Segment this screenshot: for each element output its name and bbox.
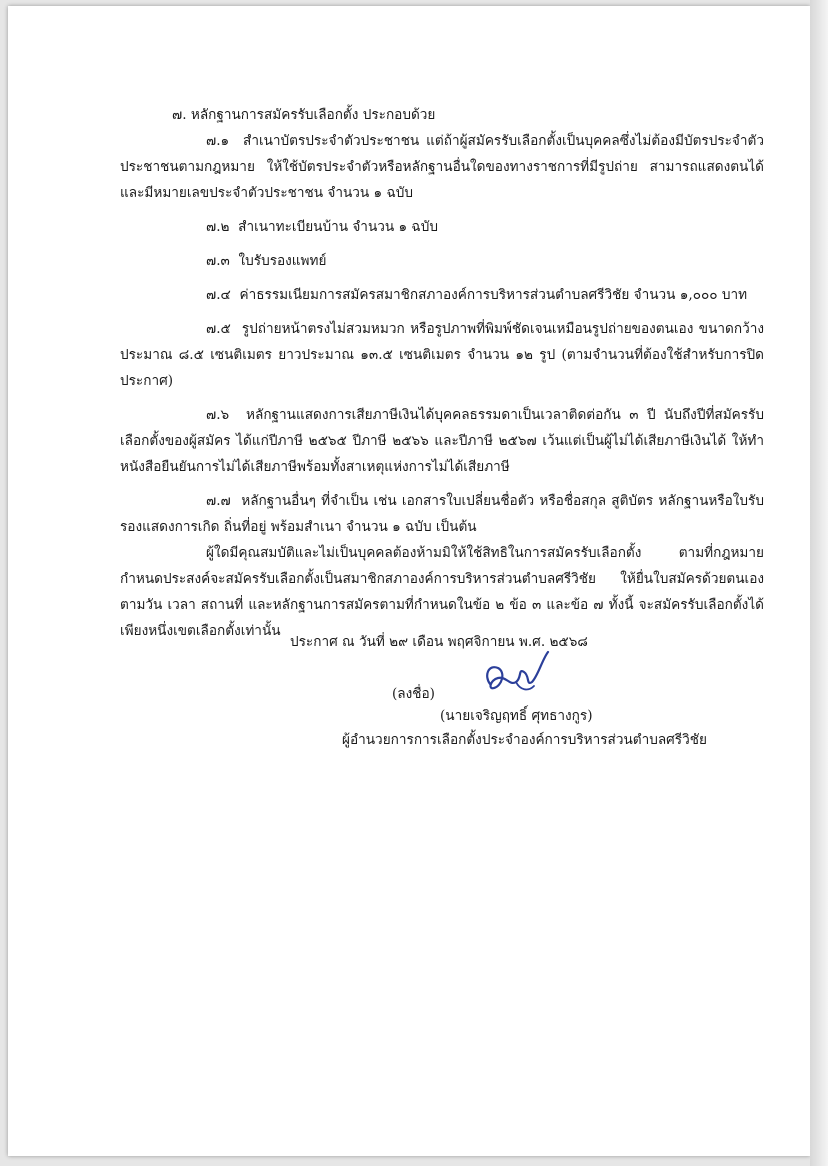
- item-7-2: [120, 214, 764, 240]
- document-page: [8, 6, 810, 1156]
- document-body: [120, 102, 764, 644]
- signer-name: (นายเจริญฤทธิ์ ศุทธางกูร): [440, 708, 593, 724]
- item-text: ใบรับรองแพทย์: [238, 253, 327, 269]
- item-text: หลักฐานอื่นๆ ที่จำเป็น เช่น เอกสารใบเปลี่ยนชื่อตัว หรือชื่อสกุล สูติบัตร หลักฐานหรือใบรับรองแสดงการเกิด ถิ่นที่อยู่ พร้อมสำเนา จำนวน ๑ ฉบับ เป็นต้น: [120, 493, 764, 535]
- item-7-5: [120, 316, 764, 394]
- item-number: ๗.๕: [206, 321, 231, 337]
- item-7-6: [120, 402, 764, 480]
- item-number: ๗.๓: [206, 253, 230, 269]
- item-text: สำเนาบัตรประจำตัวประชาชน แต่ถ้าผู้สมัครรับเลือกตั้งเป็นบุคคลซึ่งไม่ต้องมีบัตรประจำตัวประชาชนตามกฎหมาย ให้ใช้บัตรประจำตัวหรือหลักฐานอื่นใดของทางราชการที่มีรูปถ่าย สามารถแสดงตนได้และมีหมายเลขประจำตัวประชาชน จำนวน ๑ ฉบับ: [120, 133, 764, 201]
- closing-paragraph: ผู้ใดมีคุณสมบัติและไม่เป็นบุคคลต้องห้ามมิให้ใช้สิทธิในการสมัครรับเลือกตั้ง ตามที่กฎหมายกำหนดประสงค์จะสมัครรับเลือกตั้งเป็นสมาชิกสภาองค์การบริหารส่วนตำบลศรีวิชัย ให้ยื่นใบสมัครด้วยตนเองตามวัน เวลา สถานที่ และหลักฐานการสมัครตามที่กำหนดในข้อ ๒ ข้อ ๓ และข้อ ๗ ทั้งนี้ จะสมัครรับเลือกตั้งได้เพียงหนึ่งเขตเลือกตั้งเท่านั้น: [120, 545, 764, 639]
- item-number: ๗.๑: [206, 133, 230, 149]
- item-number: ๗.๔: [206, 287, 231, 303]
- item-7-4: [120, 282, 764, 308]
- sign-label: (ลงชื่อ): [392, 686, 435, 702]
- signer-title: ผู้อำนวยการการเลือกตั้งประจำองค์การบริหารส่วนตำบลศรีวิชัย: [342, 732, 707, 748]
- signature-mark: [476, 646, 556, 702]
- item-text: สำเนาทะเบียนบ้าน จำนวน ๑ ฉบับ: [238, 219, 438, 235]
- item-text: ค่าธรรมเนียมการสมัครสมาชิกสภาองค์การบริหารส่วนตำบลศรีวิชัย จำนวน ๑,๐๐๐ บาท: [239, 287, 748, 303]
- item-7-7: [120, 488, 764, 540]
- item-text: หลักฐานแสดงการเสียภาษีเงินได้บุคคลธรรมดาเป็นเวลาติดต่อกัน ๓ ปี นับถึงปีที่สมัครรับเลือกตั้งของผู้สมัคร ได้แก่ปีภาษี ๒๕๖๕ ปีภาษี ๒๕๖๖ และปีภาษี ๒๕๖๗ เว้นแต่เป็นผู้ไม่ได้เสียภาษีเงินได้ ให้ทำหนังสือยืนยันการไม่ได้เสียภาษีพร้อมทั้งสาเหตุแห่งการไม่ได้เสียภาษี: [120, 407, 764, 475]
- item-text: รูปถ่ายหน้าตรงไม่สวมหมวก หรือรูปภาพที่พิมพ์ชัดเจนเหมือนรูปถ่ายของตนเอง ขนาดกว้างประมาณ ๘.๕ เซนติเมตร ยาวประมาณ ๑๓.๕ เซนติเมตร จำนวน ๑๒ รูป (ตามจำนวนที่ต้องใช้สำหรับการปิดประกาศ): [120, 321, 764, 389]
- item-number: ๗.๗: [206, 493, 231, 509]
- item-number: ๗.๒: [206, 219, 230, 235]
- item-7-1: [120, 128, 764, 206]
- page-edge-shadow: [810, 0, 828, 1166]
- item-number: ๗.๖: [206, 407, 230, 423]
- announce-date: ประกาศ ณ วันที่ ๒๙ เดือน พฤศจิกายน พ.ศ. ๒๕๖๘: [290, 634, 588, 650]
- item-7-3: [120, 248, 764, 274]
- section-title: ๗. หลักฐานการสมัครรับเลือกตั้ง ประกอบด้วย: [172, 107, 436, 123]
